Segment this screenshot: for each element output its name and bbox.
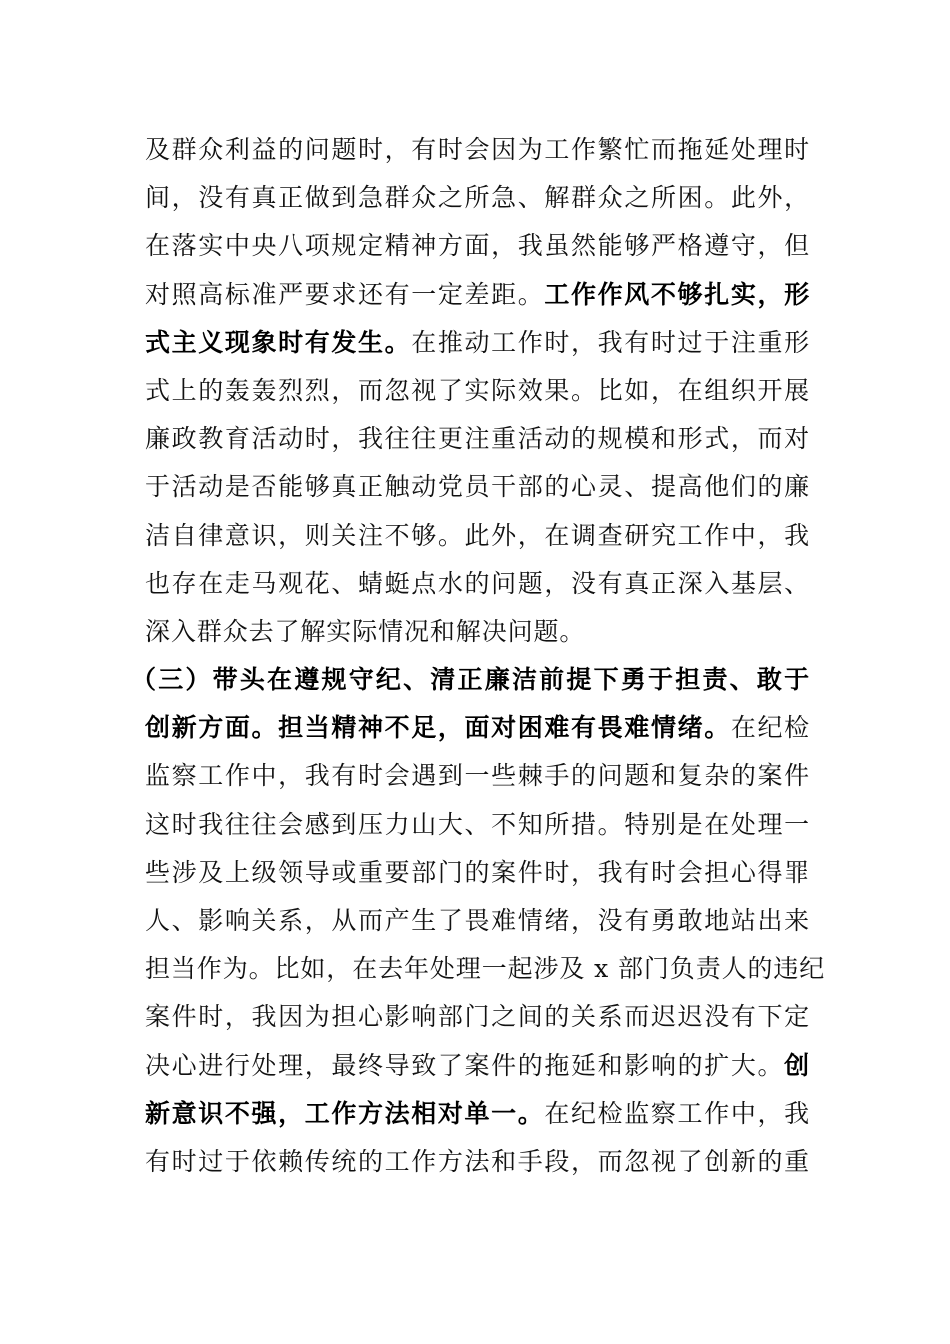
text-line — [145, 271, 810, 319]
bold-text-run: 创新方面。担当精神不足，面对困难有畏难情绪。 — [145, 713, 731, 743]
text-line — [145, 1138, 810, 1186]
text-run: 洁自律意识，则关注不够。此外，在调查研究工作中，我 — [145, 520, 810, 550]
text-run: 人、影响关系，从而产生了畏难情绪，没有勇敢地站出来 — [145, 906, 810, 935]
bold-text-run: （三）带头在遵规守纪、清正廉洁前提下勇于担责、敢于 — [131, 665, 810, 695]
text-line — [145, 463, 810, 511]
text-run: 监察工作中，我有时会遇到一些棘手的问题和复杂的案件 — [145, 761, 810, 791]
text-line — [145, 897, 810, 945]
text-line — [145, 319, 810, 367]
text-run: 在纪检 — [730, 713, 811, 743]
text-run: 深入群众去了解实际情况和解决问题。 — [145, 616, 586, 646]
text-line — [145, 222, 810, 270]
text-run: 于活动是否能够真正触动党员干部的心灵、提高他们的廉 — [145, 472, 810, 502]
text-run: 式上的轰轰烈烈，而忽视了实际效果。比如，在组织开展 — [145, 375, 810, 405]
text-run: 廉政教育活动时，我往往更注重活动的规模和形式，而对 — [145, 424, 810, 454]
text-line — [145, 945, 826, 993]
bold-text-run: 新意识不强，工作方法相对单一。 — [145, 1098, 545, 1128]
text-run: 在纪检监察工作中，我 — [544, 1098, 810, 1128]
text-line — [145, 174, 810, 222]
text-run: 在落实中央八项规定精神方面，我虽然能够严格遵守，但 — [145, 231, 810, 261]
text-line — [145, 560, 810, 608]
text-run: 对照高标准严要求还有一定差距。 — [145, 279, 545, 309]
bold-text-run: 创 — [784, 1050, 810, 1080]
text-run: 间，没有真正做到急群众之所急、解群众之所困。此外， — [145, 183, 810, 213]
text-run: 也存在走马观花、蜻蜓点水的问题，没有真正深入基层、 — [145, 568, 810, 598]
bold-text-run: 工作作风不够扎实，形 — [544, 279, 810, 309]
text-line — [145, 704, 810, 752]
text-run: 这时我往往会感到压力山大、不知所措。特别是在处理一 — [145, 809, 810, 839]
text-line — [145, 1090, 810, 1138]
text-run: 些涉及上级领导或重要部门的案件时，我有时会担心得罪 — [145, 857, 810, 887]
text-run: 决心进行处理，最终导致了案件的拖延和影响的扩大。 — [145, 1050, 785, 1080]
text-line — [145, 993, 810, 1041]
document-body-text — [131, 126, 826, 1186]
text-line — [145, 1042, 810, 1090]
text-run: 及群众利益的问题时，有时会因为工作繁忙而拖延处理时 — [145, 135, 810, 164]
text-run: 在推动工作时，我有时过于注重形 — [411, 327, 810, 357]
text-line — [145, 608, 810, 656]
text-line — [145, 801, 810, 849]
text-line — [145, 415, 810, 463]
text-line — [145, 367, 810, 415]
text-line — [145, 126, 810, 174]
text-line — [131, 656, 810, 704]
text-run: 有时过于依赖传统的工作方法和手段，而忽视了创新的重 — [145, 1146, 810, 1176]
text-line — [145, 752, 810, 800]
text-run: 案件时，我因为担心影响部门之间的关系而迟迟没有下定 — [145, 1002, 810, 1032]
text-line — [145, 849, 810, 897]
text-run: 担当作为。比如，在去年处理一起涉及 x 部门负责人的违纪 — [145, 954, 826, 984]
bold-text-run: 式主义现象时有发生。 — [145, 327, 412, 357]
text-line — [145, 512, 810, 560]
